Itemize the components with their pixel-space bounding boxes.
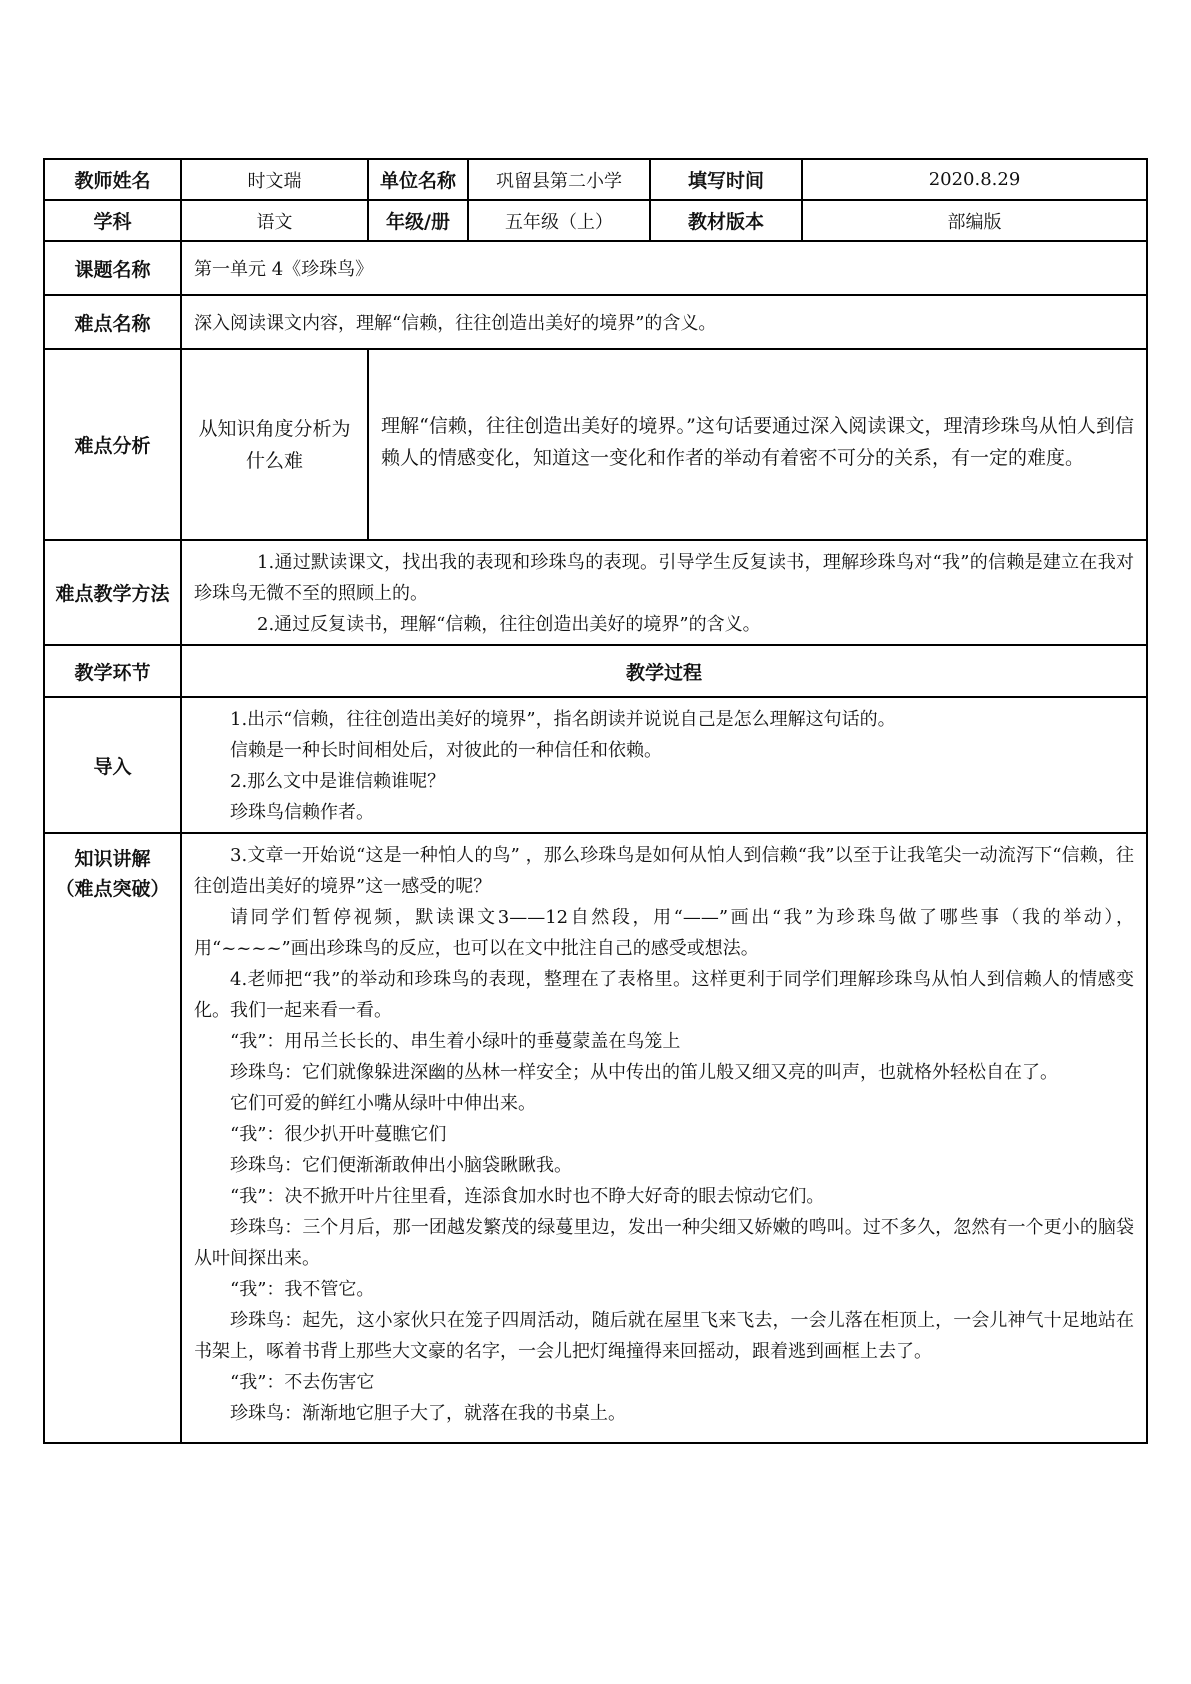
fill-time-value: 2020.8.29 [802,159,1147,200]
lesson-plan-sheet [43,158,1146,1444]
intro-line: 珍珠鸟信赖作者。 [230,802,374,823]
knowledge-label-line-1: 知识讲解 [74,848,151,870]
intro-label: 导入 [44,697,181,833]
knowledge-paragraph: 它们可爱的鲜红小嘴从绿叶中伸出来。 [230,1093,536,1114]
topic-label: 课题名称 [44,241,181,295]
knowledge-paragraph: 珍珠鸟：渐渐地它胆子大了，就落在我的书桌上。 [230,1403,626,1424]
teacher-name-value: 时文瑞 [181,159,368,200]
unit-name-label: 单位名称 [368,159,468,200]
intro-row [44,697,1147,833]
method-label: 难点教学方法 [44,540,181,645]
fill-time-label: 填写时间 [650,159,802,200]
knowledge-paragraph: 珍珠鸟：它们就像躲进深幽的丛林一样安全；从中传出的笛儿般又细又亮的叫声，也就格外轻松自在了。 [230,1062,1058,1083]
teaching-stage-label: 教学环节 [44,645,181,697]
method-line-2: 2.通过反复读书，理解“信赖，往往创造出美好的境界”的含义。 [257,614,761,635]
method-content [181,540,1147,645]
knowledge-content [181,833,1147,1443]
knowledge-paragraph: “我”：用吊兰长长的、串生着小绿叶的垂蔓蒙盖在鸟笼上 [230,1031,681,1052]
header-row-1 [44,159,1147,200]
knowledge-paragraph: 4.老师把“我”的举动和珍珠鸟的表现，整理在了表格里。这样更利于同学们理解珍珠鸟从怕人到信赖人的情感变化。我们一起来看一看。 [194,969,1134,1021]
analysis-label: 难点分析 [44,349,181,540]
grade-label: 年级/册 [368,200,468,241]
analysis-row [44,349,1147,540]
difficulty-label: 难点名称 [44,295,181,349]
header-row-2 [44,200,1147,241]
knowledge-paragraph: 珍珠鸟：三个月后，那一团越发繁茂的绿蔓里边，发出一种尖细又娇嫩的鸣叫。过不多久，忽然有一个更小的脑袋从叶间探出来。 [194,1217,1134,1269]
lesson-plan-table [43,158,1148,1444]
unit-name-value: 巩留县第二小学 [468,159,650,200]
grade-value: 五年级（上） [468,200,650,241]
topic-row [44,241,1147,295]
process-header-row [44,645,1147,697]
difficulty-value: 深入阅读课文内容，理解“信赖，往往创造出美好的境界”的含义。 [181,295,1147,349]
intro-line: 1.出示“信赖，往往创造出美好的境界”，指名朗读并说说自己是怎么理解这句话的。 [230,709,896,730]
method-row [44,540,1147,645]
analysis-question: 从知识角度分析为什么难 [181,349,368,540]
subject-label: 学科 [44,200,181,241]
knowledge-paragraph: 3.文章一开始说“这是一种怕人的鸟” ，那么珍珠鸟是如何从怕人到信赖“我”以至于让我笔尖一动流泻下“信赖，往往创造出美好的境界”这一感受的呢？ [194,845,1134,897]
method-line-1: 1.通过默读课文，找出我的表现和珍珠鸟的表现。引导学生反复读书，理解珍珠鸟对“我”的信赖是建立在我对珍珠鸟无微不至的照顾上的。 [194,552,1134,604]
knowledge-row [44,833,1147,1443]
edition-label: 教材版本 [650,200,802,241]
knowledge-paragraph: 珍珠鸟：它们便渐渐敢伸出小脑袋瞅瞅我。 [230,1155,572,1176]
knowledge-paragraph: 请同学们暂停视频，默读课文3——12自然段，用“——”画出“我”为珍珠鸟做了哪些事（我的举动），用“~~~~”画出珍珠鸟的反应，也可以在文中批注自己的感受或想法。 [194,907,1134,959]
difficulty-row [44,295,1147,349]
knowledge-paragraph: “我”：不去伤害它 [230,1372,375,1393]
topic-value: 第一单元 4《珍珠鸟》 [181,241,1147,295]
knowledge-paragraph: “我”：我不管它。 [230,1279,375,1300]
knowledge-paragraph: 珍珠鸟：起先，这小家伙只在笼子四周活动，随后就在屋里飞来飞去，一会儿落在柜顶上，一会儿神气十足地站在书架上，啄着书背上那些大文豪的名字，一会儿把灯绳撞得来回摇动，跟着逃到画框上去了。 [194,1310,1134,1362]
teacher-name-label: 教师姓名 [44,159,181,200]
analysis-answer: 理解“信赖，往往创造出美好的境界。”这句话要通过深入阅读课文，理清珍珠鸟从怕人到信赖人的情感变化，知道这一变化和作者的举动有着密不可分的关系，有一定的难度。 [368,349,1147,540]
teaching-process-label: 教学过程 [181,645,1147,697]
knowledge-paragraph: “我”：决不掀开叶片往里看，连添食加水时也不睁大好奇的眼去惊动它们。 [230,1186,825,1207]
knowledge-label [44,833,181,1443]
intro-content [181,697,1147,833]
edition-value: 部编版 [802,200,1147,241]
intro-line: 2.那么文中是谁信赖谁呢？ [230,771,446,792]
subject-value: 语文 [181,200,368,241]
knowledge-paragraph: “我”：很少扒开叶蔓瞧它们 [230,1124,447,1145]
knowledge-label-line-2: （难点突破） [55,878,170,900]
intro-line: 信赖是一种长时间相处后，对彼此的一种信任和依赖。 [230,740,662,761]
